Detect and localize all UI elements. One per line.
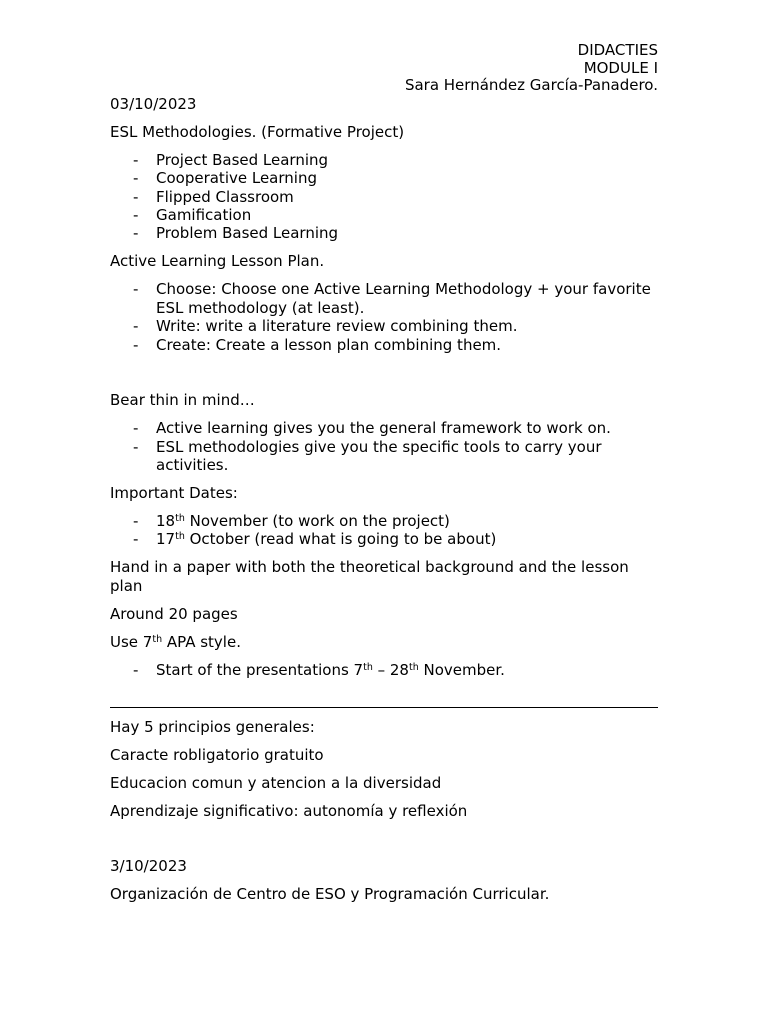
list-item: - ESL methodologies give you the specific tools to carry your activities. [110,438,658,475]
list-item [110,530,658,548]
principles-heading: Hay 5 principios generales: [110,717,315,736]
apa-text: Use 7 [110,632,153,651]
list-item [110,661,658,679]
important-dates-heading: Important Dates: [110,484,238,503]
list-item: - Problem Based Learning [110,224,658,242]
list-item: - Write: write a literature review combining them. [110,317,658,335]
bear-in-mind-list [110,419,658,474]
hand-in-note: Hand in a paper with both the theoretical background and the lesson plan [110,558,629,595]
important-dates-list [110,512,658,549]
methodology-list [110,151,658,243]
apa-suffix: th [152,633,163,645]
blank-line [110,354,658,382]
section-title: ESL Methodologies. (Formative Project) [110,122,405,141]
lesson-plan-heading: Active Learning Lesson Plan. [110,252,325,271]
principle-item: Aprendizaje significativo: autonomía y reflexión [110,801,468,820]
course-name: DIDACTIES [577,41,658,59]
entry-date: 03/10/2023 [110,94,197,113]
apa-text: APA style. [162,632,241,651]
horizontal-divider [110,707,658,708]
date-suffix: th [175,513,185,525]
presentation-suffix: th [408,661,419,673]
list-item: - Active learning gives you the general framework to work on. [110,419,658,437]
list-item: - Project Based Learning [110,151,658,169]
presentation-text: November. [418,660,505,679]
list-item: - Create: Create a lesson plan combining them. [110,336,658,354]
list-item: - Cooperative Learning [110,169,658,187]
bear-in-mind-heading: Bear thin in mind… [110,391,255,410]
apa-style-note [110,633,658,651]
principle-item: Educacion comun y atencion a la diversidad [110,773,442,792]
presentation-text: Start of the presentations 7 [156,660,364,679]
date-suffix: th [175,531,185,543]
date-text: October (read what is going to be about) [184,530,497,549]
section-title: Organización de Centro de ESO y Programación Curricular. [110,885,550,904]
module-name: MODULE I [583,58,658,77]
list-item [110,512,658,530]
presentation-suffix: th [363,661,373,673]
entry-date: 3/10/2023 [110,857,187,876]
principle-item: Caracte robligatorio gratuito [110,745,324,764]
page-count-note: Around 20 pages [110,604,238,623]
document-body [110,42,658,904]
lesson-plan-steps [110,280,658,354]
date-day: 18 [156,512,176,531]
date-day: 17 [156,530,176,549]
presentation-text: – 28 [372,660,409,679]
blank-line [110,820,658,848]
list-item: - Choose: Choose one Active Learning Methodology + your favorite ESL methodology (at least). [110,280,658,317]
list-item: - Gamification [110,206,658,224]
document-header [110,42,658,95]
presentations-list [110,661,658,679]
list-item: - Flipped Classroom [110,188,658,206]
date-text: November (to work on the project) [184,512,450,531]
author-name: Sara Hernández García-Panadero. [404,76,658,95]
